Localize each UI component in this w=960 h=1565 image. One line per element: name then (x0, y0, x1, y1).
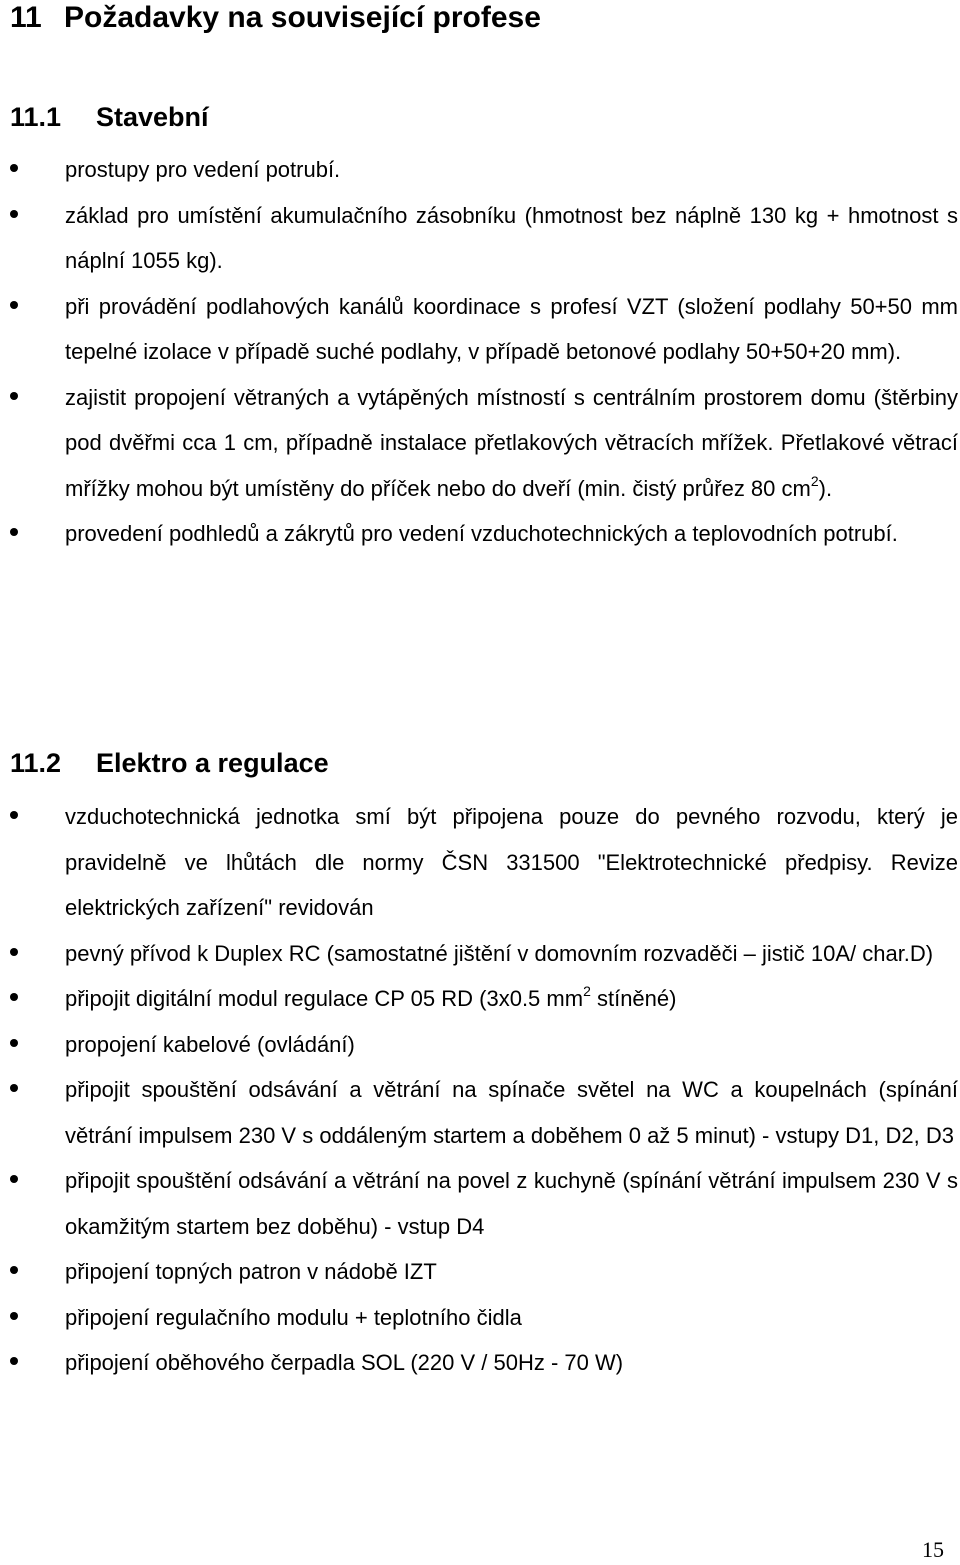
list-item-text: prostupy pro vedení potrubí. (65, 157, 341, 182)
list-item (0, 1022, 958, 1068)
list-item-text-tail: stíněné) (590, 986, 677, 1011)
stavebni-requirements-list (0, 147, 960, 557)
bullet-icon (10, 948, 18, 956)
subsection-heading-elektro (10, 746, 329, 780)
elektro-requirements-list (0, 794, 960, 1386)
list-item-text: připojení regulačního modulu + teplotního čidla (65, 1304, 522, 1330)
list-item (0, 511, 958, 557)
list-item-text: vzduchotechnická jednotka smí být připojena pouze do pevného rozvodu, který je pravidelně ve lhůtách dle normy ČSN 331500 "Elektrotechnické předpisy. Revize elektrických zařízení" revidován (65, 804, 958, 920)
bullet-icon (10, 811, 18, 819)
list-item (0, 1158, 958, 1249)
bullet-icon (10, 1357, 18, 1365)
list-item (0, 193, 958, 284)
bullet-icon (10, 1175, 18, 1183)
list-item (0, 794, 958, 931)
subsection-number: 11.2 (10, 748, 62, 778)
subsection-title: Elektro a regulace (96, 748, 329, 778)
list-item-text: pevný přívod k Duplex RC (samostatné jištění v domovním rozvaděči – jistič 10A/ char.D) (65, 940, 934, 966)
section-title: Požadavky na související profese (64, 1, 541, 34)
list-item-text: připojit spouštění odsávání a větrání na povel z kuchyně (spínání větrání impulsem 230 V s okamžitým startem bez doběhu) - vstup D4 (65, 1168, 958, 1239)
list-item-text: základ pro umístění akumulačního zásobníku (hmotnost bez náplně 130 kg + hmotnost s náplní 1055 kg). (65, 202, 958, 273)
list-item (0, 284, 958, 375)
subsection-title: Stavební (96, 102, 209, 132)
superscript: 2 (583, 983, 591, 999)
list-item-text: zajistit propojení větraných a vytápěných místností s centrálním prostorem domu (štěrbiny pod dvěřmi cca 1 cm, případně instalace přetlakových větracích mřížek. Přetlakové větrací mřížky mohou být umístěny do příček nebo do dveří (min. čistý průřez 80 cm (65, 384, 958, 501)
list-item (0, 147, 958, 193)
list-item-text: provedení podhledů a zákrytů pro vedení vzduchotechnických a teplovodních potrubí. (65, 521, 898, 546)
list-item-text: propojení kabelové (ovládání) (65, 1031, 355, 1057)
list-item-text-tail: ). (818, 475, 833, 501)
list-item-text: připojení topných patron v nádobě IZT (65, 1259, 437, 1284)
list-item-text: připojit spouštění odsávání a větrání na spínače světel na WC a koupelnách (spínání větrání impulsem 230 V s oddáleným startem a doběhem 0 až 5 minut) - vstupy D1, D2, D3 (65, 1077, 958, 1148)
list-item (0, 931, 958, 977)
bullet-icon (10, 993, 18, 1001)
bullet-icon (10, 528, 18, 536)
section-heading (10, 0, 541, 36)
page-number: 15 (922, 1537, 944, 1562)
subsection-heading-stavebni (10, 100, 209, 134)
list-item (0, 976, 958, 1022)
list-item-text: při provádění podlahových kanálů koordinace s profesí VZT (složení podlahy 50+50 mm tepelné izolace v případě suché podlahy, v případě betonové podlahy 50+50+20 mm). (65, 293, 958, 364)
list-item (0, 1295, 958, 1341)
bullet-icon (10, 301, 18, 309)
bullet-icon (10, 1266, 18, 1274)
bullet-icon (10, 210, 18, 218)
list-item (0, 1340, 958, 1386)
bullet-icon (10, 1084, 18, 1092)
bullet-icon (10, 1039, 18, 1047)
superscript: 2 (810, 472, 819, 489)
bullet-icon (10, 164, 18, 172)
list-item-text: připojit digitální modul regulace CP 05 RD (3x0.5 mm (65, 986, 584, 1011)
subsection-number: 11.1 (10, 102, 62, 132)
list-item (0, 1067, 958, 1158)
list-item (0, 375, 958, 512)
bullet-icon (10, 392, 18, 400)
list-item (0, 1249, 958, 1295)
list-item-text: připojení oběhového čerpadla SOL (220 V / 50Hz - 70 W) (65, 1350, 624, 1375)
bullet-icon (10, 1312, 18, 1320)
section-number: 11 (10, 1, 42, 34)
